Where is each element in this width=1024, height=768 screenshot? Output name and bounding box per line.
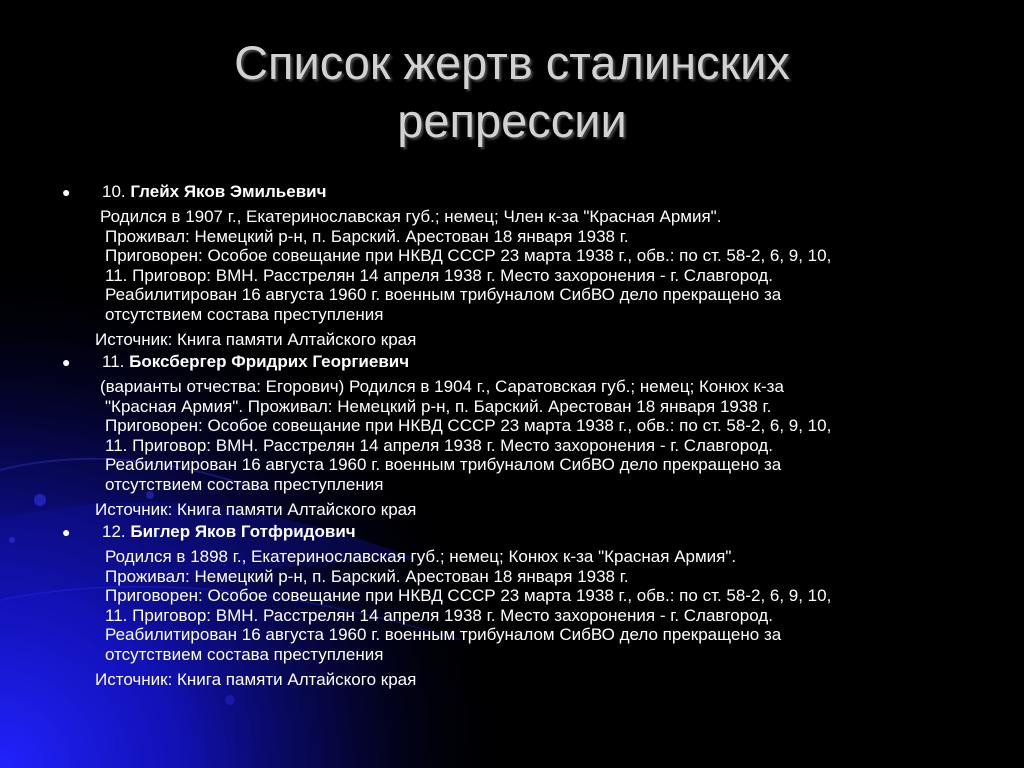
bullet-icon: ● [62,524,71,540]
entry-source: Источник: Книга памяти Алтайского края [95,330,417,349]
entry-line: Реабилитирован 16 августа 1960 г. военным трибуналом СибВО дело прекращено за [105,285,782,304]
entry-line: отсутствием состава преступления [105,644,384,664]
entry-details [60,547,970,664]
entry-line: Проживал: Немецкий р-н, п. Барский. Арестован 18 января 1938 г. [105,226,629,246]
entry-details [60,377,970,494]
entry-name: Глейх Яков Эмильевич [130,182,327,201]
list-item [60,521,970,691]
entry-number: 12. [102,522,126,541]
entry-line: Приговорен: Особое совещание при НКВД СССР 23 марта 1938 г., обв.: по ст. 58-2, 6, 9, 10, [105,586,832,605]
entry-line: 11. Приговор: ВМН. Расстрелян 14 апреля 1938 г. Место захоронения - г. Славгород. [105,605,773,625]
entry-line: 11. Приговор: ВМН. Расстрелян 14 апреля 1938 г. Место захоронения - г. Славгород. [105,435,773,455]
entry-heading [60,351,970,373]
entry-number: 10. [102,182,126,201]
entry-source: Источник: Книга памяти Алтайского края [95,500,417,519]
entry-line: отсутствием состава преступления [105,304,384,324]
entry-line: отсутствием состава преступления [105,474,384,494]
entry-line: Родился в 1907 г., Екатеринославская губ.; немец; Член к-за "Красная Армия". [100,207,722,226]
entry-line: "Красная Армия". Проживал: Немецкий р-н, п. Барский. Арестован 18 января 1938 г. [105,396,772,416]
entry-line: Проживал: Немецкий р-н, п. Барский. Арестован 18 января 1938 г. [105,566,629,586]
entry-name: Боксбергер Фридрих Георгиевич [129,352,410,371]
entry-line: (варианты отчества: Егорович) Родился в 1904 г., Саратовская губ.; немец; Конюх к-за [100,377,784,396]
entry-line: Приговорен: Особое совещание при НКВД СССР 23 марта 1938 г., обв.: по ст. 58-2, 6, 9, 10, [105,246,832,265]
list-item [60,181,970,351]
bullet-icon: ● [62,184,71,200]
entry-line: Реабилитирован 16 августа 1960 г. военным трибуналом СибВО дело прекращено за [105,455,782,474]
entry-line: 11. Приговор: ВМН. Расстрелян 14 апреля 1938 г. Место захоронения - г. Славгород. [105,265,773,285]
victims-list [60,181,970,691]
entry-line: Приговорен: Особое совещание при НКВД СССР 23 марта 1938 г., обв.: по ст. 58-2, 6, 9, 10, [105,416,832,435]
entry-source: Источник: Книга памяти Алтайского края [95,670,417,689]
entry-line: Родился в 1898 г., Екатеринославская губ.; немец; Конюх к-за "Красная Армия". [105,547,737,566]
entry-heading [60,521,970,543]
entry-line: Реабилитирован 16 августа 1960 г. военным трибуналом СибВО дело прекращено за [105,625,782,644]
title-line-1: Список жертв сталинских [234,36,790,89]
entry-heading [60,181,970,203]
entry-name: Биглер Яков Готфридович [130,522,356,541]
entry-details [60,207,970,324]
slide-title [100,34,924,150]
title-line-2: репрессии [397,94,627,147]
bullet-icon: ● [62,354,71,370]
list-item [60,351,970,521]
entry-number: 11. [102,352,125,371]
